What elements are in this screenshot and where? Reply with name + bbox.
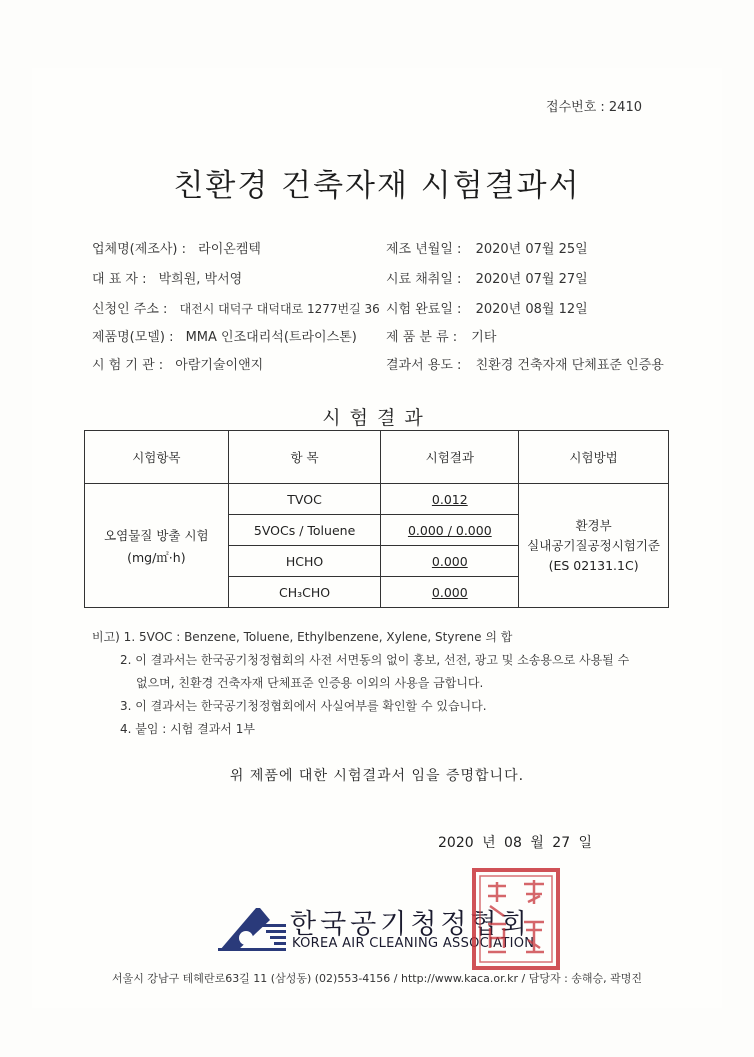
note-line: 2. 이 결과서는 한국공기청정협회의 사전 서면동의 없이 홍보, 선전, 광고 및 소송용으로 사용될 수 bbox=[120, 653, 630, 667]
info-value: 친환경 건축자재 단체표준 인증용 bbox=[475, 358, 664, 373]
info-label: 업체명(제조사) : bbox=[92, 242, 187, 257]
section-title: 시험결과 bbox=[322, 407, 432, 429]
certification-statement: 위 제품에 대한 시험결과서 임을 증명합니다. bbox=[229, 768, 525, 784]
organization-name-english: KOREA AIR CLEANING ASSOCIATION bbox=[292, 936, 535, 951]
note-line: 3. 이 결과서는 한국공기청정협회에서 사실여부를 확인할 수 있습니다. bbox=[120, 699, 487, 713]
table-row bbox=[85, 484, 669, 515]
info-sampling-date bbox=[386, 268, 588, 287]
issue-date: 2020 년 08 월 27 일 bbox=[438, 835, 593, 851]
info-label: 시험 완료일 : bbox=[386, 302, 462, 317]
table-header-row bbox=[85, 431, 669, 484]
header-result: 시험결과 bbox=[381, 431, 519, 484]
info-value: 2020년 07월 27일 bbox=[475, 272, 588, 287]
notes bbox=[92, 626, 629, 741]
info-label: 제조 년월일 : bbox=[386, 242, 462, 257]
note-line: 4. 붙임 : 시험 결과서 1부 bbox=[120, 722, 255, 736]
info-label: 신청인 주소 : bbox=[92, 302, 168, 317]
info-product bbox=[92, 326, 357, 345]
item-cell: TVOC bbox=[228, 484, 381, 515]
info-value: 2020년 07월 25일 bbox=[475, 242, 588, 257]
result-value: 0.000 / 0.000 bbox=[407, 522, 492, 538]
info-value: 라이온켐텍 bbox=[198, 242, 261, 257]
result-value: 0.012 bbox=[431, 491, 468, 507]
info-representative bbox=[92, 268, 242, 287]
method-line: 실내공기질공정시험기준 bbox=[527, 537, 660, 553]
document-title: 친환경 건축자재 시험결과서 bbox=[173, 168, 581, 204]
results-table bbox=[84, 430, 669, 608]
result-value: 0.000 bbox=[431, 584, 468, 600]
method-line: 환경부 bbox=[575, 517, 612, 533]
info-label: 제 품 분 류 : bbox=[386, 330, 458, 345]
info-label: 시료 채취일 : bbox=[386, 272, 462, 287]
info-label: 대 표 자 : bbox=[92, 272, 147, 287]
result-cell bbox=[381, 515, 519, 546]
info-completion-date bbox=[386, 298, 588, 317]
info-manufacture-date bbox=[386, 238, 588, 257]
info-value: 기타 bbox=[471, 330, 497, 345]
receipt-number: 접수번호 : 2410 bbox=[546, 100, 642, 115]
info-label: 제품명(모델) : bbox=[92, 330, 174, 345]
result-cell bbox=[381, 484, 519, 515]
info-test-agency bbox=[92, 354, 263, 373]
info-value: MMA 인조대리석(트라이스톤) bbox=[185, 330, 357, 345]
item-cell: HCHO bbox=[228, 546, 381, 577]
info-value: 2020년 08월 12일 bbox=[475, 302, 588, 317]
footer-contact: 서울시 강남구 테헤란로63길 11 (삼성동) (02)553-4156 / http://www.kaca.or.kr / 담당자 : 송해승, 곽명진 bbox=[111, 972, 643, 985]
info-purpose bbox=[386, 354, 664, 373]
method-cell bbox=[519, 484, 669, 608]
result-value: 0.000 bbox=[431, 553, 468, 569]
info-product-category bbox=[386, 326, 496, 345]
category-cell bbox=[85, 484, 229, 608]
official-seal-icon bbox=[470, 866, 562, 972]
info-label: 시 험 기 관 : bbox=[92, 358, 164, 373]
result-cell bbox=[381, 577, 519, 608]
info-value: 아람기술이앤지 bbox=[175, 358, 264, 373]
info-company bbox=[92, 238, 261, 257]
header-test-item: 시험항목 bbox=[85, 431, 229, 484]
note-line: 없으며, 친환경 건축자재 단체표준 인증용 이외의 사용을 금합니다. bbox=[136, 676, 484, 690]
info-label: 결과서 용도 : bbox=[386, 358, 462, 373]
category-unit: (mg/㎡·h) bbox=[127, 549, 186, 565]
category-label: 오염물질 방출 시험 bbox=[104, 527, 209, 543]
organization-name-korean: 한국공기청정협회 bbox=[290, 909, 531, 940]
info-value: 대전시 대덕구 대덕대로 1277번길 36 bbox=[179, 302, 380, 316]
info-value: 박희원, 박서영 bbox=[158, 272, 243, 287]
item-cell: CH₃CHO bbox=[228, 577, 381, 608]
note-line: 비고) 1. 5VOC : Benzene, Toluene, Ethylbenzene, Xylene, Styrene 의 합 bbox=[92, 630, 513, 644]
header-method: 시험방법 bbox=[519, 431, 669, 484]
method-line: (ES 02131.1C) bbox=[548, 557, 639, 573]
result-cell bbox=[381, 546, 519, 577]
info-address bbox=[92, 298, 380, 317]
item-cell: 5VOCs / Toluene bbox=[228, 515, 381, 546]
header-item: 항 목 bbox=[228, 431, 381, 484]
